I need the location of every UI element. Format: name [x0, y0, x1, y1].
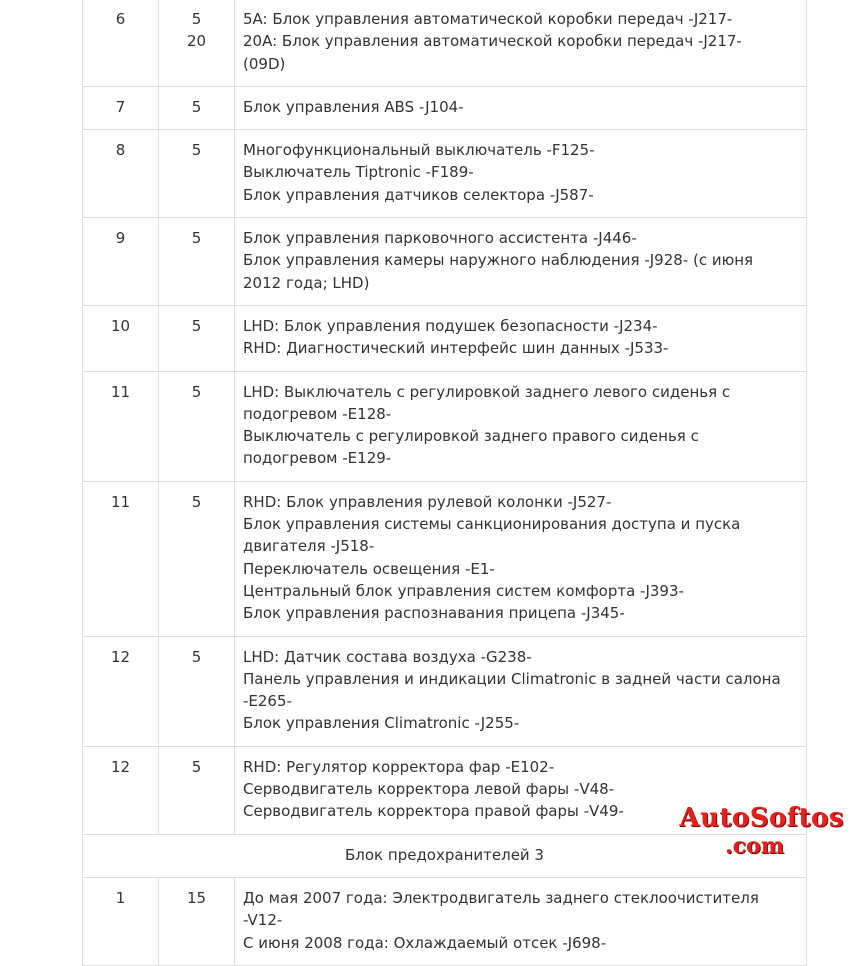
fuse-description-line: Выключатель Tiptronic -F189-	[243, 163, 474, 182]
fuse-number: 10	[110, 316, 131, 335]
fuse-description-line: 2012 года; LHD)	[243, 273, 370, 292]
fuse-description-cell	[235, 86, 807, 129]
table-row	[83, 636, 807, 746]
fuse-amperage: 15	[186, 888, 207, 907]
table-row	[83, 371, 807, 481]
fuse-description-line: Блок управления распознавания прицепа -J345-	[243, 604, 625, 623]
watermark-logo	[644, 805, 844, 857]
fuse-description-line: LHD: Датчик состава воздуха -G238-	[243, 647, 532, 666]
fuse-description-line: Серводвигатель корректора левой фары -V48-	[243, 780, 615, 799]
fuse-amperage: 5	[191, 229, 202, 248]
fuse-description-cell	[235, 877, 807, 965]
fuse-amperage: 5	[191, 757, 202, 776]
fuse-description-line: Серводвигатель корректора правой фары -V49-	[243, 802, 624, 821]
fuse-description-cell	[235, 305, 807, 371]
fuse-description-line: 20A: Блок управления автоматической коробки передач -J217-	[243, 32, 742, 51]
section-header: Блок предохранителей 3	[83, 834, 807, 877]
fuse-amperage: 5	[191, 647, 202, 666]
fuse-amperage-cell	[159, 877, 235, 965]
fuse-description-line: Блок управления системы санкционирования доступа и пуска	[243, 515, 741, 534]
fuse-number: 12	[110, 647, 131, 666]
fuse-amperage: 5	[191, 382, 202, 401]
fuse-amperage-cell	[159, 305, 235, 371]
fuse-description-line: Блок управления ABS -J104-	[243, 97, 464, 116]
fuse-description-line: подогревом -E128-	[243, 404, 392, 423]
fuse-description-line: Выключатель с регулировкой заднего правого сиденья с	[243, 427, 699, 446]
fuse-number-cell	[83, 130, 159, 218]
fuse-description-line: Блок управления датчиков селектора -J587-	[243, 185, 594, 204]
fuse-amperage: 5	[191, 492, 202, 511]
fuse-description-cell	[235, 130, 807, 218]
fuse-number-cell	[83, 481, 159, 636]
fuse-number: 7	[115, 97, 126, 116]
table-row	[83, 877, 807, 965]
fuse-number-cell	[83, 746, 159, 834]
fuse-amperage: 5	[191, 97, 202, 116]
fuse-amperage-cell	[159, 86, 235, 129]
fuse-number-cell	[83, 877, 159, 965]
table-row	[83, 130, 807, 218]
fuse-number: 8	[115, 141, 126, 160]
fuse-description-cell	[235, 218, 807, 306]
fuse-number-cell	[83, 636, 159, 746]
fuse-description-line: Блок управления Climatronic -J255-	[243, 714, 520, 733]
fuse-amperage-cell	[159, 218, 235, 306]
table-row	[83, 305, 807, 371]
fuse-amperage: 20	[186, 32, 207, 51]
fuse-number: 11	[110, 492, 131, 511]
fuse-number-cell	[83, 305, 159, 371]
watermark-tld: .com	[724, 833, 784, 859]
fuse-description-cell	[235, 371, 807, 481]
fuse-description-line: RHD: Регулятор корректора фар -E102-	[243, 757, 555, 776]
fuse-description-cell	[235, 481, 807, 636]
fuse-number: 1	[115, 888, 126, 907]
fuse-description-line: Панель управления и индикации Climatronic в задней части салона	[243, 669, 781, 688]
fuse-description-line: 5A: Блок управления автоматической коробки передач -J217-	[243, 10, 733, 28]
fuse-description-line: Переключатель освещения -E1-	[243, 559, 495, 578]
fuse-number-cell	[83, 0, 159, 86]
fuse-number: 12	[110, 757, 131, 776]
fuse-description-cell	[235, 0, 807, 86]
fuse-number: 9	[115, 229, 126, 248]
fuse-number: 11	[110, 382, 131, 401]
fuse-description-line: LHD: Выключатель с регулировкой заднего левого сиденья с	[243, 382, 731, 401]
table-row	[83, 86, 807, 129]
fuse-description-line: Центральный блок управления систем комфорта -J393-	[243, 581, 684, 600]
table-row	[83, 0, 807, 86]
fuse-number-cell	[83, 371, 159, 481]
fuse-description-line: -V12-	[243, 911, 283, 930]
fuse-description-line: LHD: Блок управления подушек безопасности -J234-	[243, 316, 658, 335]
fuse-amperage: 5	[191, 316, 202, 335]
fuse-amperage-cell	[159, 746, 235, 834]
fuse-description-line: Блок управления камеры наружного наблюдения -J928- (с июня	[243, 251, 754, 270]
fuse-amperage-cell	[159, 636, 235, 746]
fuse-amperage: 5	[191, 10, 202, 28]
fuse-description-line: -E265-	[243, 692, 292, 711]
fuse-description-line: подогревом -E129-	[243, 449, 392, 468]
fuse-description-line: Блок управления парковочного ассистента -J446-	[243, 229, 637, 248]
fuse-amperage-cell	[159, 481, 235, 636]
fuse-description-line: До мая 2007 года: Электродвигатель заднего стеклоочистителя	[243, 888, 759, 907]
fuse-number-cell	[83, 218, 159, 306]
fuse-description-line: двигателя -J518-	[243, 537, 375, 556]
table-row	[83, 218, 807, 306]
fuse-amperage: 5	[191, 141, 202, 160]
fuse-amperage-cell	[159, 0, 235, 86]
fuse-number-cell	[83, 86, 159, 129]
fuse-description-cell	[235, 636, 807, 746]
fuse-amperage-cell	[159, 371, 235, 481]
fuse-amperage-cell	[159, 130, 235, 218]
fuse-description-line: (09D)	[243, 54, 286, 73]
fuse-description-line: Многофункциональный выключатель -F125-	[243, 141, 595, 160]
watermark-name: AutoSoftos	[679, 803, 844, 833]
fuse-description-line: RHD: Блок управления рулевой колонки -J527-	[243, 492, 612, 511]
fuse-description-line: RHD: Диагностический интерфейс шин данных -J533-	[243, 339, 669, 358]
table-row	[83, 481, 807, 636]
fuse-number: 6	[115, 10, 126, 28]
fuse-description-line: С июня 2008 года: Охлаждаемый отсек -J698-	[243, 933, 607, 952]
